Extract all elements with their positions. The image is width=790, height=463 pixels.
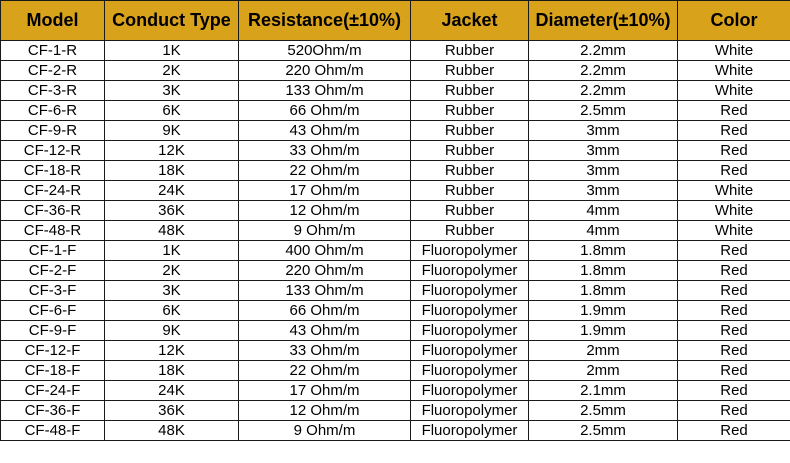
cell-conduct-type: 2K	[105, 261, 239, 281]
cell-conduct-type: 12K	[105, 341, 239, 361]
cell-model: CF-24-F	[1, 381, 105, 401]
table-row	[1, 421, 790, 441]
cell-model: CF-6-R	[1, 101, 105, 121]
table-row	[1, 261, 790, 281]
cell-resistance: 133 Ohm/m	[239, 281, 411, 301]
cell-color: Red	[678, 141, 790, 161]
cell-jacket: Fluoropolymer	[411, 241, 529, 261]
cell-conduct-type: 3K	[105, 81, 239, 101]
table-row	[1, 241, 790, 261]
cell-color: Red	[678, 381, 790, 401]
cell-model: CF-48-F	[1, 421, 105, 441]
cell-model: CF-24-R	[1, 181, 105, 201]
cell-resistance: 43 Ohm/m	[239, 321, 411, 341]
table-body	[1, 41, 790, 441]
cell-jacket: Rubber	[411, 221, 529, 241]
cell-diameter: 3mm	[529, 141, 678, 161]
table-row	[1, 161, 790, 181]
cell-diameter: 4mm	[529, 221, 678, 241]
cell-model: CF-1-F	[1, 241, 105, 261]
cell-color: White	[678, 41, 790, 61]
table-row	[1, 201, 790, 221]
cell-color: White	[678, 201, 790, 221]
cell-resistance: 66 Ohm/m	[239, 301, 411, 321]
table-row	[1, 361, 790, 381]
cell-resistance: 33 Ohm/m	[239, 341, 411, 361]
cell-jacket: Fluoropolymer	[411, 341, 529, 361]
cell-model: CF-6-F	[1, 301, 105, 321]
cell-jacket: Rubber	[411, 61, 529, 81]
cell-diameter: 2.5mm	[529, 421, 678, 441]
cell-resistance: 22 Ohm/m	[239, 161, 411, 181]
cell-model: CF-12-F	[1, 341, 105, 361]
cell-resistance: 17 Ohm/m	[239, 381, 411, 401]
cell-jacket: Fluoropolymer	[411, 261, 529, 281]
cell-conduct-type: 9K	[105, 321, 239, 341]
cell-conduct-type: 3K	[105, 281, 239, 301]
cell-resistance: 520Ohm/m	[239, 41, 411, 61]
cell-conduct-type: 12K	[105, 141, 239, 161]
cell-conduct-type: 48K	[105, 421, 239, 441]
cell-resistance: 66 Ohm/m	[239, 101, 411, 121]
table-row	[1, 341, 790, 361]
cell-color: Red	[678, 361, 790, 381]
cell-diameter: 3mm	[529, 161, 678, 181]
cell-jacket: Rubber	[411, 181, 529, 201]
table-row	[1, 221, 790, 241]
cell-jacket: Rubber	[411, 161, 529, 181]
cell-color: Red	[678, 341, 790, 361]
header-diameter: Diameter(±10%)	[529, 1, 678, 41]
table-row	[1, 321, 790, 341]
cell-conduct-type: 24K	[105, 381, 239, 401]
cell-jacket: Fluoropolymer	[411, 321, 529, 341]
cell-jacket: Rubber	[411, 141, 529, 161]
cell-resistance: 133 Ohm/m	[239, 81, 411, 101]
cell-resistance: 12 Ohm/m	[239, 201, 411, 221]
header-conduct-type: Conduct Type	[105, 1, 239, 41]
cell-conduct-type: 48K	[105, 221, 239, 241]
cell-model: CF-3-R	[1, 81, 105, 101]
cell-jacket: Fluoropolymer	[411, 401, 529, 421]
cell-jacket: Rubber	[411, 121, 529, 141]
header-jacket: Jacket	[411, 1, 529, 41]
cell-diameter: 2.2mm	[529, 41, 678, 61]
header-resistance: Resistance(±10%)	[239, 1, 411, 41]
cell-resistance: 9 Ohm/m	[239, 421, 411, 441]
table-row	[1, 61, 790, 81]
cell-resistance: 12 Ohm/m	[239, 401, 411, 421]
cell-model: CF-36-F	[1, 401, 105, 421]
table-row	[1, 381, 790, 401]
cell-jacket: Rubber	[411, 41, 529, 61]
cell-model: CF-9-F	[1, 321, 105, 341]
cell-diameter: 2.2mm	[529, 61, 678, 81]
cell-diameter: 2.1mm	[529, 381, 678, 401]
table-header	[1, 1, 790, 41]
cell-diameter: 3mm	[529, 181, 678, 201]
cell-jacket: Fluoropolymer	[411, 381, 529, 401]
cell-resistance: 400 Ohm/m	[239, 241, 411, 261]
cell-color: White	[678, 81, 790, 101]
cell-conduct-type: 36K	[105, 401, 239, 421]
cell-diameter: 1.8mm	[529, 261, 678, 281]
cell-conduct-type: 1K	[105, 241, 239, 261]
cell-resistance: 220 Ohm/m	[239, 261, 411, 281]
header-model: Model	[1, 1, 105, 41]
cell-diameter: 2.5mm	[529, 401, 678, 421]
table-row	[1, 141, 790, 161]
cell-model: CF-1-R	[1, 41, 105, 61]
cell-diameter: 3mm	[529, 121, 678, 141]
table-row	[1, 181, 790, 201]
cell-conduct-type: 1K	[105, 41, 239, 61]
cell-color: Red	[678, 281, 790, 301]
cell-model: CF-12-R	[1, 141, 105, 161]
cell-conduct-type: 2K	[105, 61, 239, 81]
cell-conduct-type: 9K	[105, 121, 239, 141]
cell-model: CF-2-R	[1, 61, 105, 81]
table-row	[1, 301, 790, 321]
cell-model: CF-2-F	[1, 261, 105, 281]
cell-color: Red	[678, 101, 790, 121]
cell-resistance: 220 Ohm/m	[239, 61, 411, 81]
header-color: Color	[678, 1, 790, 41]
cell-resistance: 43 Ohm/m	[239, 121, 411, 141]
cell-color: Red	[678, 161, 790, 181]
table-row	[1, 281, 790, 301]
cell-model: CF-9-R	[1, 121, 105, 141]
cell-resistance: 9 Ohm/m	[239, 221, 411, 241]
cell-color: White	[678, 221, 790, 241]
cell-resistance: 22 Ohm/m	[239, 361, 411, 381]
table-row	[1, 121, 790, 141]
cell-color: Red	[678, 401, 790, 421]
table-row	[1, 41, 790, 61]
cell-jacket: Fluoropolymer	[411, 361, 529, 381]
cell-color: Red	[678, 261, 790, 281]
cell-jacket: Fluoropolymer	[411, 421, 529, 441]
cell-conduct-type: 18K	[105, 161, 239, 181]
cell-model: CF-48-R	[1, 221, 105, 241]
cell-jacket: Rubber	[411, 101, 529, 121]
cell-conduct-type: 6K	[105, 101, 239, 121]
cell-color: Red	[678, 241, 790, 261]
cell-resistance: 33 Ohm/m	[239, 141, 411, 161]
cell-diameter: 2mm	[529, 361, 678, 381]
cell-jacket: Fluoropolymer	[411, 281, 529, 301]
table-row	[1, 81, 790, 101]
cell-diameter: 1.9mm	[529, 301, 678, 321]
cell-model: CF-3-F	[1, 281, 105, 301]
cell-diameter: 1.8mm	[529, 281, 678, 301]
cell-diameter: 2mm	[529, 341, 678, 361]
cell-model: CF-18-F	[1, 361, 105, 381]
table-row	[1, 401, 790, 421]
cell-diameter: 1.9mm	[529, 321, 678, 341]
header-row	[1, 1, 790, 41]
cell-color: Red	[678, 321, 790, 341]
cell-color: Red	[678, 421, 790, 441]
cell-resistance: 17 Ohm/m	[239, 181, 411, 201]
cell-color: White	[678, 61, 790, 81]
table-row	[1, 101, 790, 121]
cell-color: White	[678, 181, 790, 201]
cell-diameter: 2.5mm	[529, 101, 678, 121]
cell-model: CF-36-R	[1, 201, 105, 221]
cell-conduct-type: 6K	[105, 301, 239, 321]
cell-diameter: 1.8mm	[529, 241, 678, 261]
cell-color: Red	[678, 301, 790, 321]
cell-conduct-type: 36K	[105, 201, 239, 221]
cell-jacket: Rubber	[411, 81, 529, 101]
cell-conduct-type: 24K	[105, 181, 239, 201]
cell-conduct-type: 18K	[105, 361, 239, 381]
cell-diameter: 2.2mm	[529, 81, 678, 101]
cell-diameter: 4mm	[529, 201, 678, 221]
cell-color: Red	[678, 121, 790, 141]
cell-model: CF-18-R	[1, 161, 105, 181]
cell-jacket: Fluoropolymer	[411, 301, 529, 321]
cell-jacket: Rubber	[411, 201, 529, 221]
